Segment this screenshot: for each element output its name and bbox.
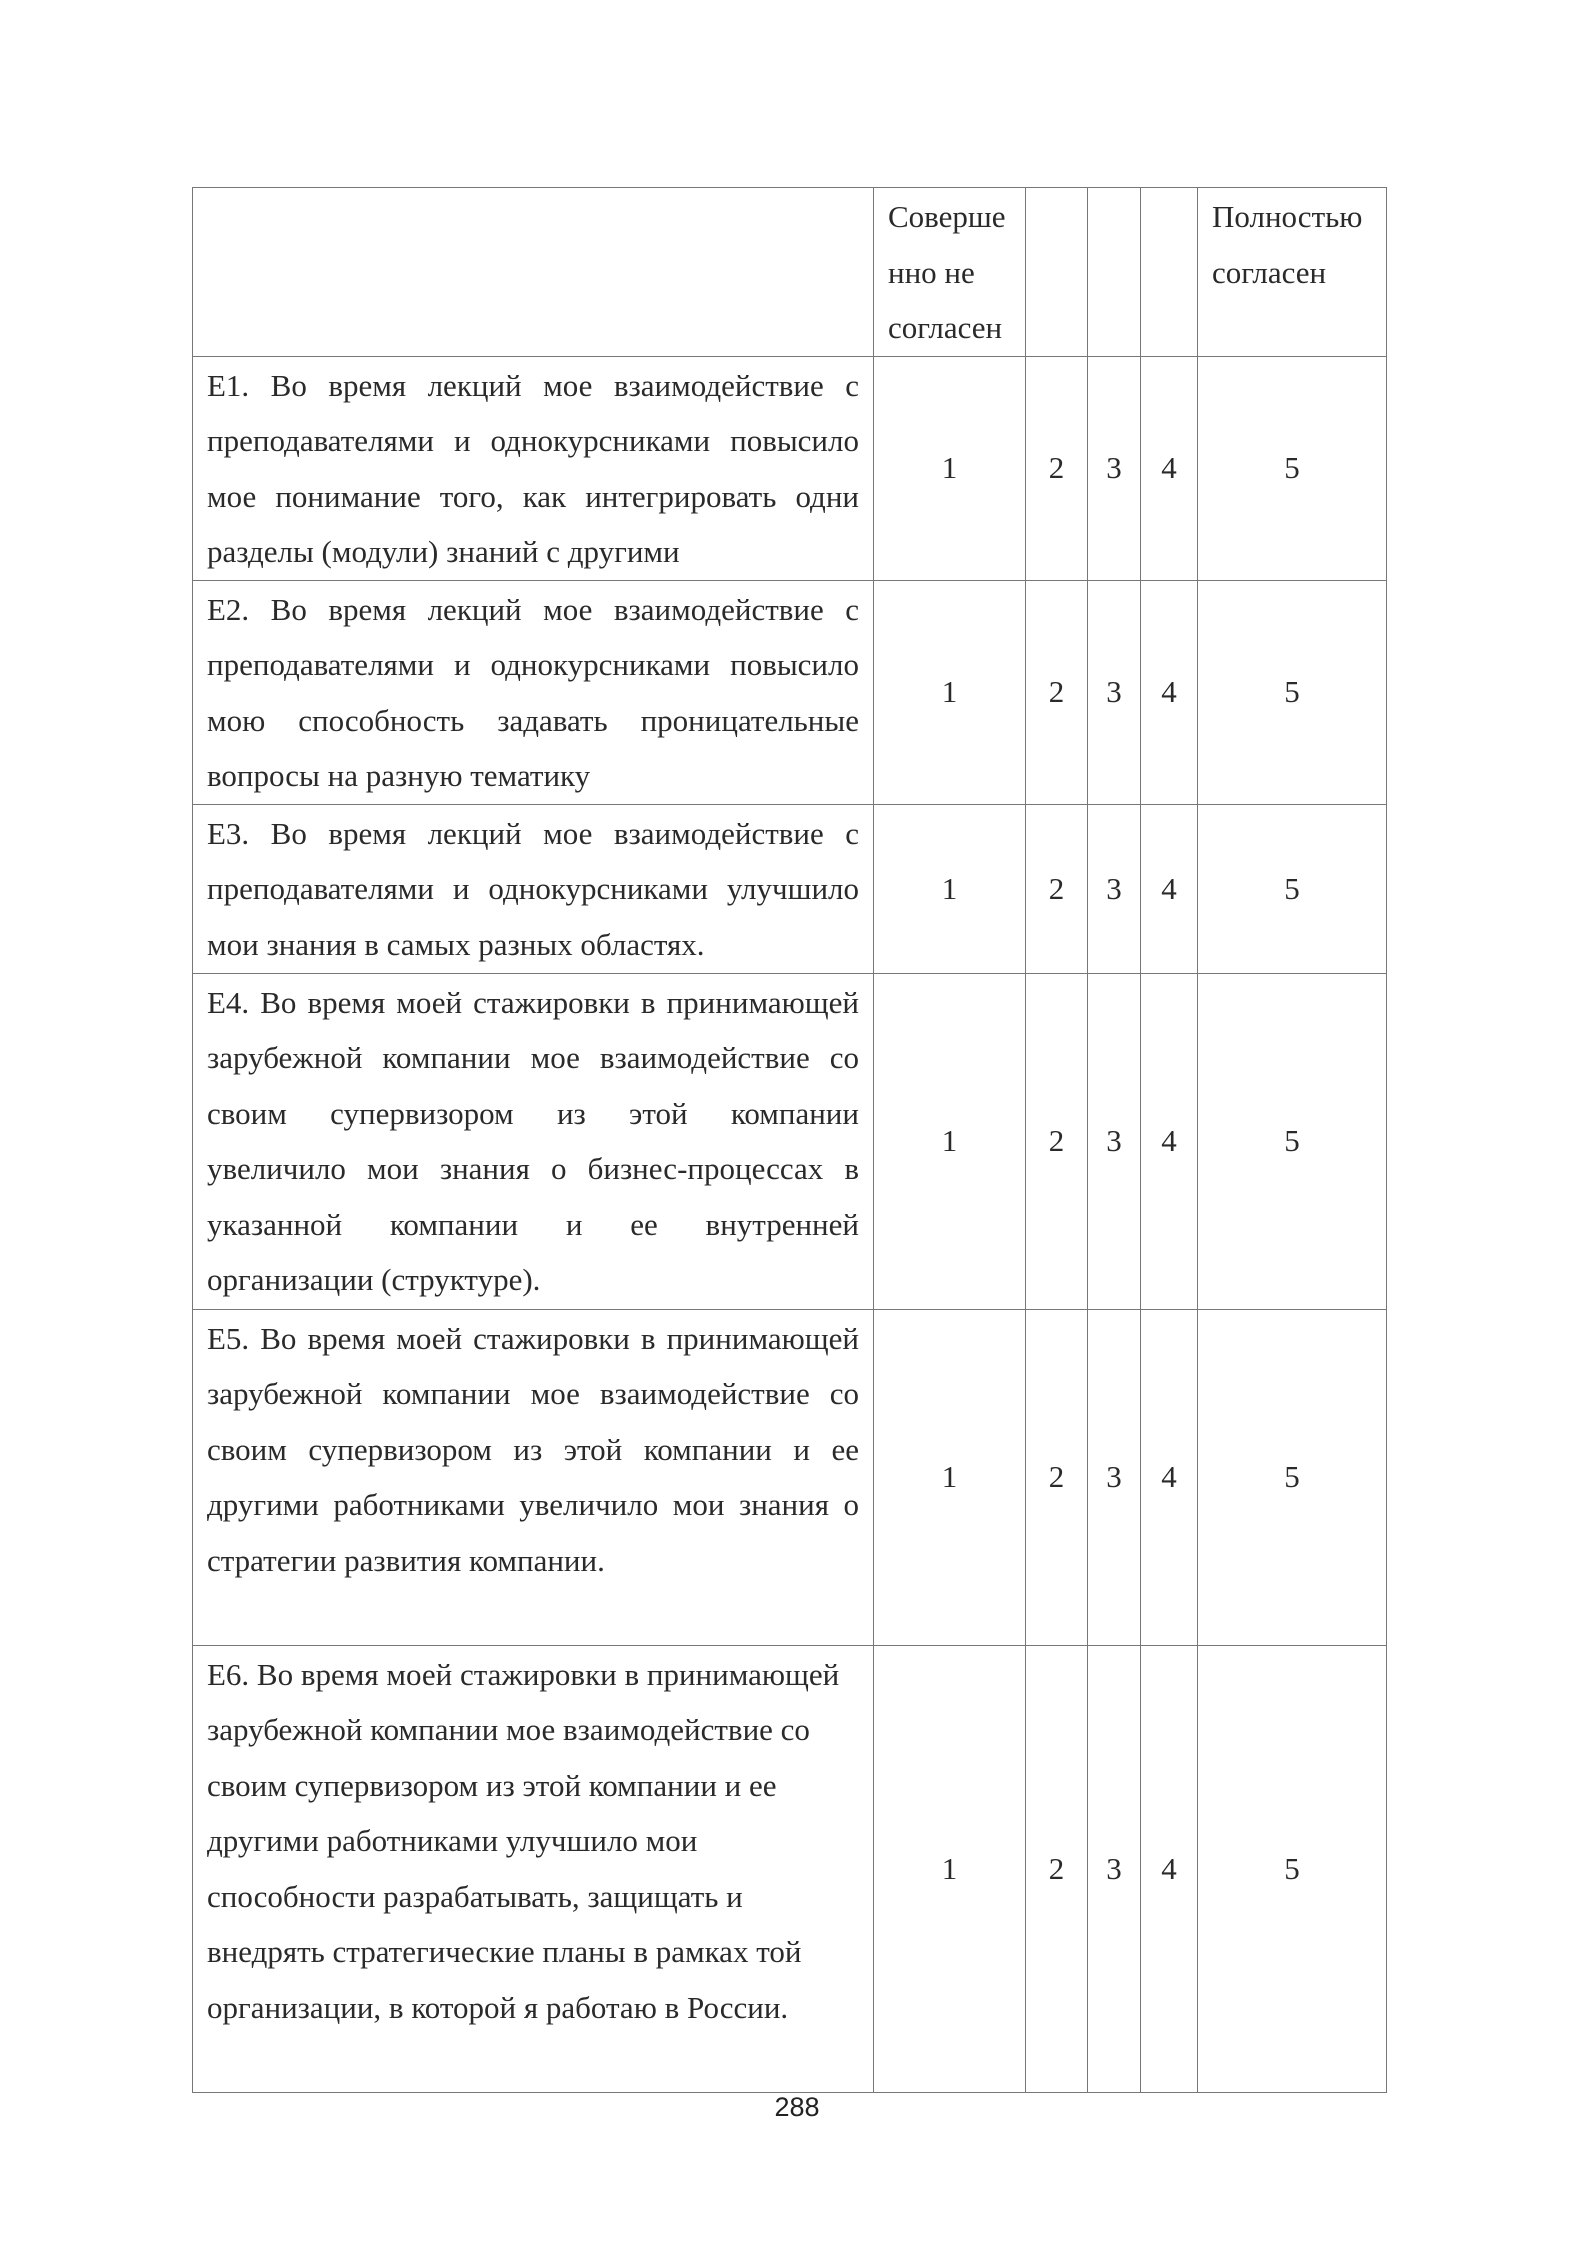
score-4: 4 [1141, 973, 1198, 1309]
score-3: 3 [1088, 1309, 1141, 1645]
table-row [193, 356, 1387, 580]
score-3: 3 [1088, 580, 1141, 804]
score-5: 5 [1198, 580, 1387, 804]
table-row [193, 580, 1387, 804]
header-strongly-disagree: Соверше нно не согласен [874, 188, 1026, 357]
score-1: 1 [874, 1645, 1026, 2092]
score-2: 2 [1026, 804, 1088, 973]
header-item-cell [193, 188, 874, 357]
score-1: 1 [874, 973, 1026, 1309]
score-5: 5 [1198, 1645, 1387, 2092]
question-cell: Е3. Во время лекций мое взаимодействие с преподавателями и однокурсниками улучшило мои знания в самых разных областях. [193, 804, 874, 973]
header-col-2 [1026, 188, 1088, 357]
score-3: 3 [1088, 356, 1141, 580]
score-2: 2 [1026, 1645, 1088, 2092]
score-2: 2 [1026, 356, 1088, 580]
question-cell: Е6. Во время моей стажировки в принимающей зарубежной компании мое взаимодействие со своим супервизором из этой компании и ее другими работниками улучшило мои способности разрабатывать, защищать и внедрять стратегические планы в рамках той организации, в которой я работаю в России. [193, 1645, 874, 2092]
score-4: 4 [1141, 1645, 1198, 2092]
table-row [193, 1645, 1387, 2092]
header-col-4 [1141, 188, 1198, 357]
score-2: 2 [1026, 1309, 1088, 1645]
score-5: 5 [1198, 356, 1387, 580]
score-4: 4 [1141, 356, 1198, 580]
page-number: 288 [774, 2092, 820, 2122]
survey-table [192, 187, 1387, 2093]
table-row [193, 804, 1387, 973]
table-header-row [193, 188, 1387, 357]
header-fully-agree: Полностью согласен [1198, 188, 1387, 357]
score-1: 1 [874, 356, 1026, 580]
question-cell: Е1. Во время лекций мое взаимодействие с преподавателями и однокурсниками повысило мое понимание того, как интегрировать одни разделы (модули) знаний с другими [193, 356, 874, 580]
question-cell: Е2. Во время лекций мое взаимодействие с преподавателями и однокурсниками повысило мою способность задавать проницательные вопросы на разную тематику [193, 580, 874, 804]
score-4: 4 [1141, 804, 1198, 973]
score-5: 5 [1198, 804, 1387, 973]
table-row [193, 1309, 1387, 1645]
score-1: 1 [874, 1309, 1026, 1645]
question-cell: Е5. Во время моей стажировки в принимающей зарубежной компании мое взаимодействие со своим супервизором из этой компании и ее другими работниками увеличило мои знания о стратегии развития компании. [193, 1309, 874, 1645]
score-4: 4 [1141, 1309, 1198, 1645]
score-3: 3 [1088, 973, 1141, 1309]
table-row [193, 973, 1387, 1309]
header-col-3 [1088, 188, 1141, 357]
score-2: 2 [1026, 973, 1088, 1309]
score-5: 5 [1198, 1309, 1387, 1645]
score-5: 5 [1198, 973, 1387, 1309]
score-4: 4 [1141, 580, 1198, 804]
score-1: 1 [874, 580, 1026, 804]
question-cell: Е4. Во время моей стажировки в принимающей зарубежной компании мое взаимодействие со своим супервизором из этой компании увеличило мои знания о бизнес-процессах в указанной компании и ее внутренней организации (структуре). [193, 973, 874, 1309]
score-1: 1 [874, 804, 1026, 973]
score-2: 2 [1026, 580, 1088, 804]
score-3: 3 [1088, 804, 1141, 973]
score-3: 3 [1088, 1645, 1141, 2092]
